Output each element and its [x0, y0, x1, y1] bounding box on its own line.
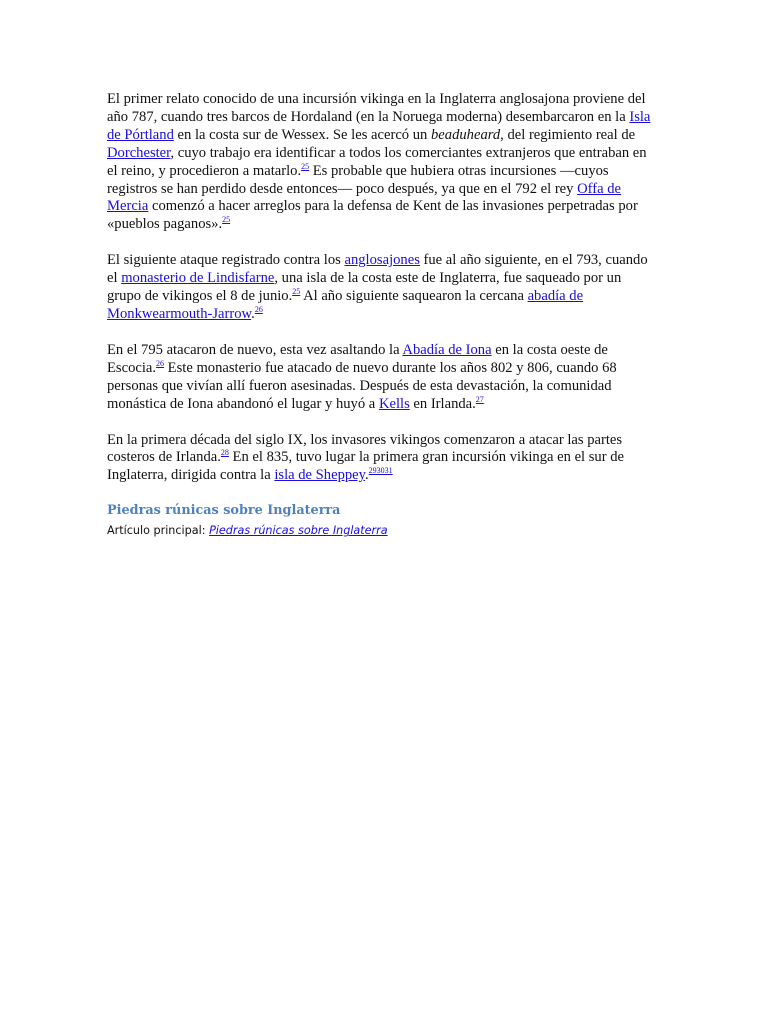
reference-25 — [222, 215, 230, 224]
link-abadia-de-monkwearmouth-jarrow[interactable]: abadía de Monkwearmouth-Jarrow — [107, 288, 584, 322]
paragraph-4 — [107, 432, 655, 486]
paragraph-2 — [107, 252, 655, 324]
main-article-note — [107, 522, 655, 540]
text-run: en la costa sur de Wessex. Se les acercó un — [173, 126, 431, 143]
text-run: , cuyo trabajo era identificar a todos los comerciantes extranjeros que entraban en el reino, y procedieron a matarlo. — [107, 144, 647, 179]
italic-term: beaduheard — [431, 126, 501, 143]
reference-link[interactable]: 25 — [222, 215, 231, 225]
paragraph-1 — [107, 91, 655, 234]
reference-25 — [301, 162, 309, 171]
text-run: . — [251, 305, 255, 322]
text-run: En la primera década del siglo IX, los invasores vikingos comenzaron a atacar las partes costeros de Irlanda. — [107, 431, 623, 466]
reference-27 — [476, 395, 484, 404]
reference-link[interactable]: 293031 — [368, 466, 393, 476]
text-run: Al año siguiente saquearon la cercana — [300, 288, 528, 305]
reference-26 — [255, 305, 263, 314]
text-run: En el 835, tuvo lugar la primera gran incursión vikinga en el sur de Inglaterra, dirigida contra la — [107, 449, 625, 484]
reference-link[interactable]: 25 — [292, 287, 301, 297]
reference-link[interactable]: 25 — [301, 161, 310, 171]
text-run: Este monasterio fue atacado de nuevo durante los años 802 y 806, cuando 68 personas que vivían allí fueron asesinadas. Después de esta devastación, la comunidad monástica de Iona abandonó el lugar y huyó a — [107, 359, 617, 412]
text-run: El siguiente ataque registrado contra los — [107, 252, 345, 269]
text-run: , una isla de la costa este de Inglaterra, fue saqueado por un grupo de vikingos el 8 de junio. — [107, 270, 622, 305]
reference-link[interactable]: 27 — [475, 394, 484, 404]
reference-link[interactable]: 26 — [156, 358, 165, 368]
main-article-label: Artículo principal: — [107, 524, 210, 538]
text-run: , del regimiento real de — [500, 126, 636, 143]
text-run: En el 795 atacaron de nuevo, esta vez asaltando la — [107, 341, 403, 358]
text-run: fue al año siguiente, en el 793, cuando el — [107, 252, 648, 287]
text-run: en Irlanda. — [409, 395, 476, 412]
main-article-link[interactable]: Piedras rúnicas sobre Inglaterra — [209, 524, 388, 538]
reference-link[interactable]: 26 — [254, 304, 263, 314]
link-monasterio-de-lindisfarne[interactable]: monasterio de Lindisfarne — [121, 270, 275, 287]
link-isla-de-sheppey[interactable]: isla de Sheppey — [274, 467, 365, 484]
text-run: El primer relato conocido de una incursión vikinga en la Inglaterra anglosajona proviene del año 787, cuando tres barcos de Hordaland (en la Noruega moderna) desembarcaron en la — [107, 91, 646, 125]
link-anglosajones[interactable]: anglosajones — [344, 252, 420, 269]
link-dorchester[interactable]: Dorchester — [107, 144, 171, 161]
document-page — [107, 91, 655, 540]
reference-28 — [221, 448, 229, 457]
section-heading: Piedras rúnicas sobre Inglaterra — [107, 503, 341, 519]
text-run: . — [365, 467, 369, 484]
reference-29-30-31 — [369, 466, 393, 475]
text-run: Es probable que hubiera otras incursiones —cuyos registros se han perdido desde entonces— poco después, ya que en el 792 el rey — [107, 162, 609, 197]
link-kells[interactable]: Kells — [378, 395, 410, 412]
text-run: en la costa oeste de Escocia. — [107, 341, 608, 376]
link-abadia-de-iona[interactable]: Abadía de Iona — [402, 341, 492, 358]
paragraph-3 — [107, 342, 655, 414]
reference-26 — [156, 359, 164, 368]
link-isla-de-portland[interactable]: Isla de Pórtland — [107, 108, 651, 143]
reference-link[interactable]: 28 — [220, 448, 229, 458]
link-offa-de-mercia[interactable]: Offa de Mercia — [107, 180, 622, 215]
text-run: comenzó a hacer arreglos para la defensa de Kent de las invasiones perpetradas por «pueblos paganos». — [107, 198, 638, 233]
